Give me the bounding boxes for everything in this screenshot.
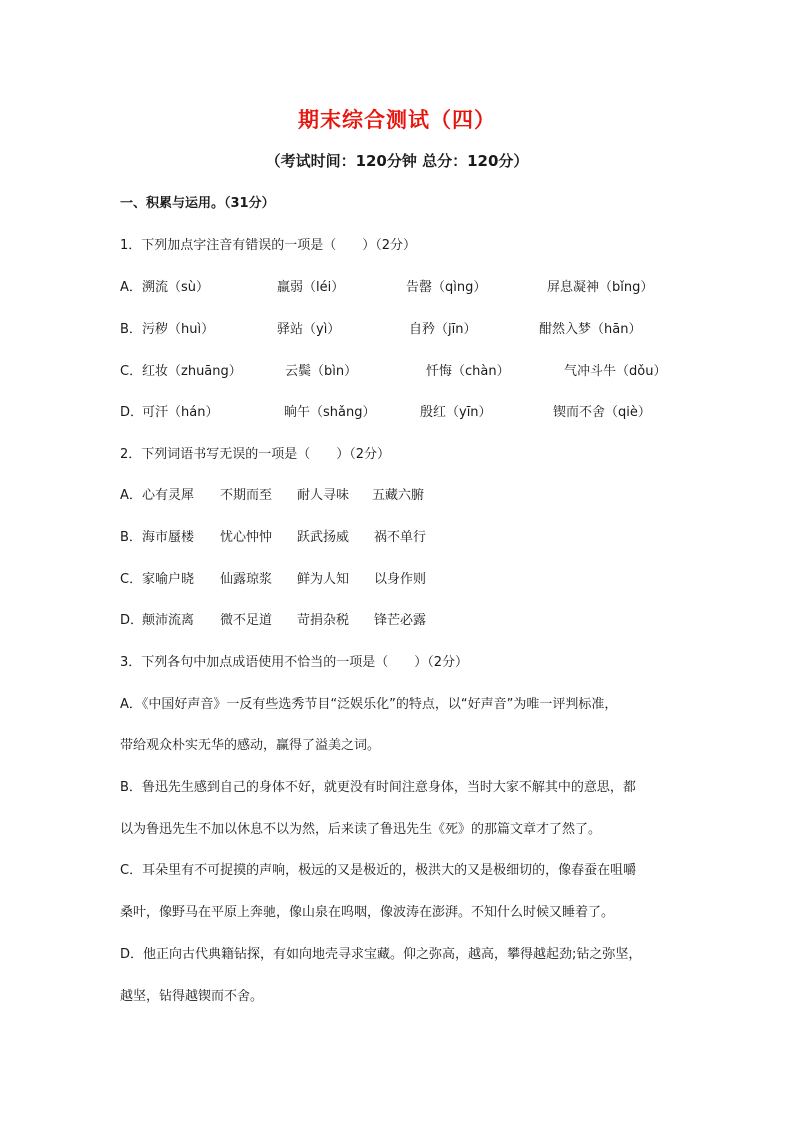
option-item: 忧心忡忡 — [220, 530, 273, 545]
option-item: 颠沛流离 — [142, 613, 195, 628]
q3-option-b-line2: 以为鲁迅先生不加以休息不以为然，后来读了鲁迅先生《死》的那篇文章才了然了。 — [120, 822, 602, 837]
option-item: 溯流（sù） — [142, 280, 210, 295]
option-item: 云鬓（bìn） — [285, 364, 358, 379]
option-item: 耐人寻味 — [297, 488, 350, 503]
q2-option-c — [120, 568, 720, 588]
q3-option-c-line2: 桑叶，像野马在平原上奔驰，像山泉在呜咽，像波涛在澎湃。不知什么时候又睡着了。 — [120, 905, 615, 920]
q1-option-c — [120, 360, 720, 380]
exam-info: （考试时间：120分钟 总分：120分） — [265, 152, 529, 170]
q2-option-d — [120, 609, 720, 629]
option-item: 可汗（hán） — [142, 405, 219, 420]
option-item: 锲而不舍（qiè） — [553, 405, 651, 420]
q3-option-d-line1: D．他正向古代典籍钻探，有如向地壳寻求宝藏。仰之弥高，越高，攀得越起劲;钻之弥坚， — [120, 947, 642, 962]
option-label: A． — [120, 488, 142, 503]
option-item: 海市蜃楼 — [142, 530, 195, 545]
option-item: 污秽（huì） — [142, 322, 215, 337]
option-label: C． — [120, 364, 143, 379]
option-label: C． — [120, 572, 143, 587]
option-item: 鲜为人知 — [297, 572, 350, 587]
q3-option-d-line2: 越坚，钻得越锲而不舍。 — [120, 989, 264, 1004]
option-item: 忏悔（chàn） — [426, 364, 510, 379]
option-item: 五藏六腑 — [372, 488, 425, 503]
option-item: 红妆（zhuāng） — [142, 364, 242, 379]
option-item: 微不足道 — [220, 613, 273, 628]
option-item: 殷红（yīn） — [420, 405, 492, 420]
option-item: 苛捐杂税 — [297, 613, 350, 628]
option-item: 仙露琼浆 — [220, 572, 273, 587]
question-1-stem: 1．下列加点字注音有错误的一项是（ ）（2分） — [120, 238, 417, 253]
q1-option-d — [120, 401, 720, 421]
option-label: B． — [120, 322, 142, 337]
option-item: 告罄（qìng） — [406, 280, 487, 295]
option-item: 气冲斗牛（dǒu） — [564, 364, 667, 379]
option-item: 跃武扬威 — [297, 530, 350, 545]
question-2-stem: 2．下列词语书写无误的一项是（ ）（2分） — [120, 447, 391, 462]
q1-option-a — [120, 276, 720, 296]
option-item: 不期而至 — [220, 488, 273, 503]
q2-option-a — [120, 484, 720, 504]
option-item: 酣然入梦（hān） — [539, 322, 642, 337]
option-label: D． — [120, 613, 144, 628]
option-label: D． — [120, 405, 144, 420]
option-item: 祸不单行 — [374, 530, 427, 545]
option-item: 家喻户晓 — [142, 572, 195, 587]
option-item: 心有灵犀 — [142, 488, 195, 503]
q3-option-a-line1: A．《中国好声音》一反有些选秀节目“泛娱乐化”的特点，以“好声音”为唯一评判标准， — [120, 697, 618, 712]
option-label: A． — [120, 280, 142, 295]
option-item: 晌午（shǎng） — [284, 405, 376, 420]
q1-option-b — [120, 318, 720, 338]
option-item: 屏息凝神（bǐng） — [547, 280, 654, 295]
q3-option-b-line1: B．鲁迅先生感到自己的身体不好，就更没有时间注意身体，当时大家不解其中的意思，都 — [120, 780, 636, 795]
q3-option-c-line1: C．耳朵里有不可捉摸的声响，极远的又是极近的，极洪大的又是极细切的，像春蚕在咀嚼 — [120, 863, 637, 878]
option-item: 驿站（yì） — [277, 322, 341, 337]
page-title: 期末综合测试（四） — [298, 108, 496, 132]
option-item: 自矜（jīn） — [409, 322, 477, 337]
section-heading: 一、积累与运用。（31分） — [120, 196, 275, 211]
option-label: B． — [120, 530, 142, 545]
q3-option-a-line2: 带给观众朴实无华的感动，赢得了溢美之词。 — [120, 738, 381, 753]
q2-option-b — [120, 526, 720, 546]
option-item: 以身作则 — [374, 572, 427, 587]
option-item: 羸弱（léi） — [277, 280, 345, 295]
option-item: 锋芒必露 — [374, 613, 427, 628]
question-3-stem: 3．下列各句中加点成语使用不恰当的一项是（ ）（2分） — [120, 655, 469, 670]
